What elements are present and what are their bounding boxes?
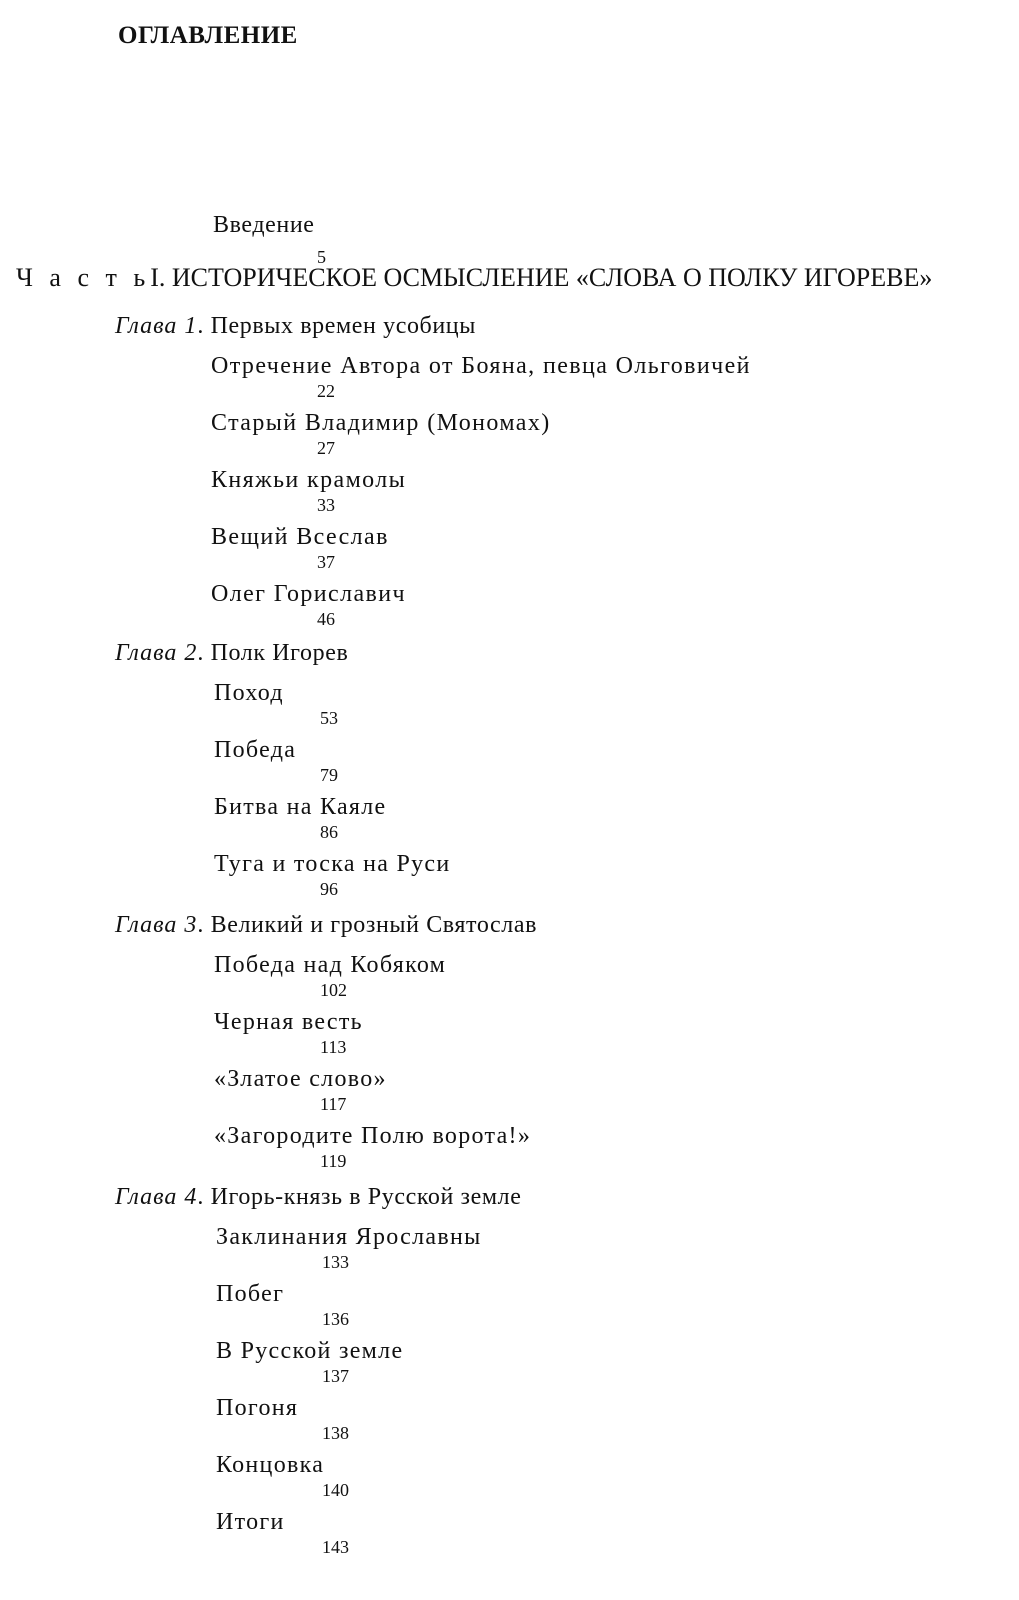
toc-entry[interactable] [216,1507,1019,1564]
toc-entry[interactable] [214,678,1019,735]
entry-page-number: 119 [320,1151,347,1171]
entry-title: Побег [216,1281,285,1307]
chapter-label: Глава 4 [115,1184,198,1210]
entry-title: «Златое слово» [214,1066,387,1092]
entry-title: Отречение Автора от Бояна, певца Ольговичей [211,353,751,379]
entry-page-number: 140 [322,1480,349,1500]
entry-title: Битва на Каяле [214,794,387,820]
chapter-title: . Первых времен усобицы [197,313,476,339]
chapter-title: . Полк Игорев [197,640,349,666]
page-title: ОГЛАВЛЕНИЕ [118,22,298,49]
entry-page-number: 137 [322,1366,349,1386]
part-heading[interactable] [16,263,932,293]
entry-title: Черная весть [214,1009,363,1035]
chapter-heading[interactable] [115,1180,1019,1222]
entry-title: Итоги [216,1509,285,1535]
chapter-2 [0,636,1019,906]
entry-page-number: 136 [322,1309,349,1329]
chapter-heading[interactable] [115,908,1019,950]
toc-entry[interactable] [214,1007,1019,1064]
chapter-label: Глава 3 [115,912,198,938]
entry-page-number: 86 [320,822,338,842]
table-of-contents [0,309,1019,1564]
entry-title: Старый Владимир (Мономах) [211,410,551,436]
entry-page-number: 113 [320,1037,347,1057]
part-prefix: Ч а с т ь [16,263,151,292]
intro-page-number: 5 [317,247,326,267]
toc-entry[interactable] [214,792,1019,849]
toc-entry[interactable] [214,735,1019,792]
entry-page-number: 143 [322,1537,349,1557]
toc-entry[interactable] [216,1393,1019,1450]
toc-entry[interactable] [214,1064,1019,1121]
toc-entry[interactable] [211,408,1019,465]
toc-entry[interactable] [216,1222,1019,1279]
entry-title: Олег Гориславич [211,581,406,607]
toc-entry[interactable] [214,1121,1019,1178]
entry-page-number: 138 [322,1423,349,1443]
toc-entry[interactable] [211,522,1019,579]
entry-page-number: 37 [317,552,335,572]
entry-title: Поход [214,680,284,706]
entry-title: Погоня [216,1395,299,1421]
entry-page-number: 102 [320,980,347,1000]
toc-entry[interactable] [214,849,1019,906]
entry-page-number: 27 [317,438,335,458]
toc-entry[interactable] [211,351,1019,408]
entry-title: Вещий Всеслав [211,524,389,550]
entry-title: Заклинания Ярославны [216,1224,482,1250]
entry-page-number: 46 [317,609,335,629]
entry-page-number: 79 [320,765,338,785]
entry-page-number: 33 [317,495,335,515]
entry-page-number: 96 [320,879,338,899]
part-title: I. ИСТОРИЧЕСКОЕ ОСМЫСЛЕНИЕ «СЛОВА О ПОЛКУ ИГОРЕВЕ» [150,263,933,292]
entry-title: Княжьи крамолы [211,467,407,493]
entry-title: «Загородите Полю ворота!» [214,1123,532,1149]
entry-title: Концовка [216,1452,325,1478]
chapter-title: . Игорь-князь в Русской земле [197,1184,522,1210]
entry-title: В Русской земле [216,1338,404,1364]
chapter-label: Глава 2 [115,640,198,666]
entry-title: Туга и тоска на Руси [214,851,451,877]
entry-page-number: 22 [317,381,335,401]
chapter-title: . Великий и грозный Святослав [197,912,538,938]
chapter-label: Глава 1 [115,313,198,339]
entry-page-number: 133 [322,1252,349,1272]
toc-entry[interactable] [211,465,1019,522]
toc-entry[interactable] [216,1336,1019,1393]
toc-entry[interactable] [214,950,1019,1007]
toc-entry[interactable] [216,1450,1019,1507]
chapter-heading[interactable] [115,309,1019,351]
chapter-3 [0,908,1019,1178]
chapter-heading[interactable] [115,636,1019,678]
entry-title: Победа над Кобяком [214,952,447,978]
entry-page-number: 117 [320,1094,347,1114]
toc-entry[interactable] [216,1279,1019,1336]
chapter-1 [0,309,1019,636]
entry-page-number: 53 [320,708,338,728]
chapter-4 [0,1180,1019,1564]
entry-title: Победа [214,737,297,763]
intro-title[interactable]: Введение [213,212,315,238]
toc-entry[interactable] [211,579,1019,636]
